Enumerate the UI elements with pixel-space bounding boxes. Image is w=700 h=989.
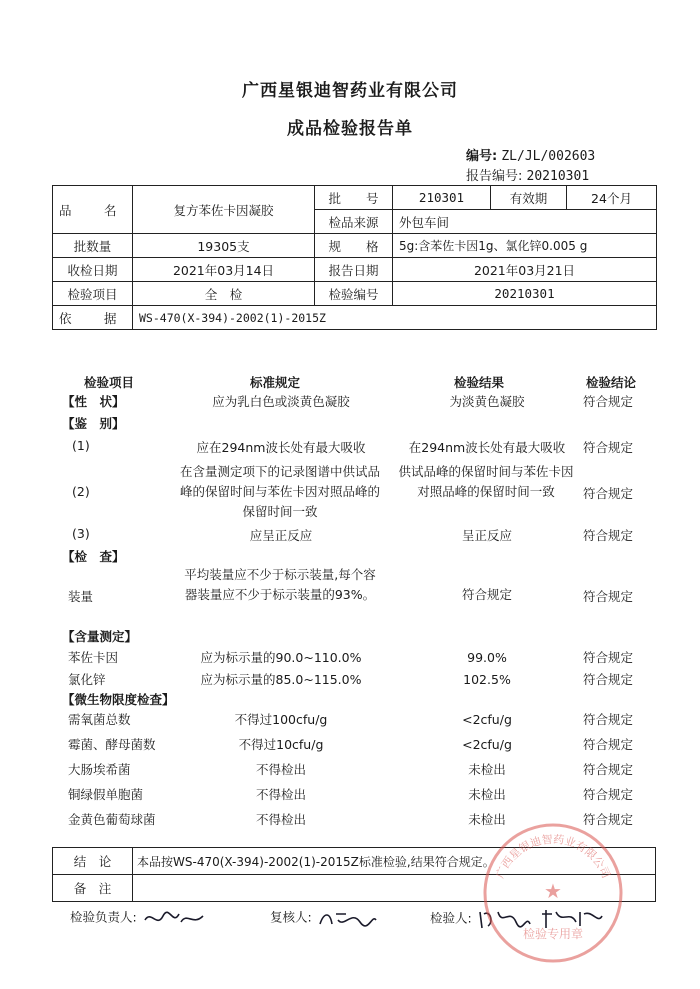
row-standard: 不得检出 [255, 762, 306, 777]
row-conclusion: 符合规定 [583, 762, 634, 777]
basis-value: WS-470(X-394)-2002(1)-2015Z [133, 306, 657, 330]
row-item: (2) [72, 484, 90, 499]
seal-star-icon: ★ [544, 879, 562, 903]
report-number [466, 165, 589, 184]
inspection-items-label: 检验项目 [53, 282, 133, 306]
row-conclusion: 符合规定 [583, 787, 634, 802]
row-result: 102.5% [463, 672, 511, 687]
row-result: 呈正反应 [461, 528, 512, 543]
section-identification: 【鉴 别】 [62, 416, 125, 431]
row-item: 装量 [68, 589, 94, 604]
report-date-value: 2021年03月21日 [393, 258, 657, 282]
sample-source-label: 检品来源 [315, 210, 393, 234]
row-item: (3) [72, 526, 90, 541]
document-number-label: 编号: [466, 149, 498, 164]
validity-value: 24个月 [567, 186, 657, 210]
inspector-label: 检验人: [430, 910, 472, 926]
row-result: <2cfu/g [462, 712, 512, 727]
receive-date-value: 2021年03月14日 [133, 258, 315, 282]
document-number [466, 145, 595, 164]
row-item: 金黄色葡萄球菌 [68, 812, 156, 827]
test-number-label: 检验编号 [315, 282, 393, 306]
product-info-table [52, 185, 657, 330]
row-conclusion: 符合规定 [583, 589, 634, 604]
row-standard: 在含量测定项下的记录图谱中供试品峰的保留时间与苯佐卡因对照品峰的保留时间一致 [180, 464, 381, 519]
row-conclusion: 符合规定 [583, 812, 634, 827]
section-microbial-limits: 【微生物限度检查】 [62, 692, 175, 707]
column-result-header: 检验结果 [454, 375, 505, 390]
row-conclusion: 符合规定 [583, 737, 634, 752]
reviewer-signature [270, 906, 378, 930]
basis-label: 依 据 [53, 306, 133, 330]
row-standard: 不得检出 [255, 812, 306, 827]
row-result: 未检出 [468, 762, 506, 777]
section-inspection: 【检 查】 [62, 549, 125, 564]
row-standard: 不得检出 [255, 787, 306, 802]
specification-value: 5g:含苯佐卡因1g、氯化锌0.005 g [393, 234, 657, 258]
batch-quantity-value: 19305支 [133, 234, 315, 258]
row-item: 苯佐卡因 [68, 650, 119, 665]
document-title: 成品检验报告单 [287, 119, 413, 139]
row-result: <2cfu/g [462, 737, 512, 752]
remarks-label: 备 注 [53, 875, 133, 902]
batch-quantity-label: 批数量 [53, 234, 133, 258]
row-item: 铜绿假单胞菌 [68, 787, 144, 802]
row-standard: 应为标示量的85.0~115.0% [200, 672, 362, 687]
test-number-value: 20210301 [393, 282, 657, 306]
column-conclusion-header: 检验结论 [586, 375, 637, 390]
row-conclusion: 符合规定 [583, 528, 634, 543]
reviewer-label: 复核人: [270, 909, 312, 925]
inspection-items-value: 全 检 [133, 282, 315, 306]
row-conclusion: 符合规定 [583, 394, 634, 409]
conclusion-text: 本品按WS-470(X-394)-2002(1)-2015Z标准检验,结果符合规定。 [133, 848, 656, 875]
conclusion-label: 结 论 [53, 848, 133, 875]
row-standard: 应为标示量的90.0~110.0% [200, 650, 362, 665]
seal-bottom-text: 检验专用章 [522, 927, 584, 941]
row-item: 霉菌、酵母菌数 [68, 737, 156, 752]
report-date-label: 报告日期 [315, 258, 393, 282]
row-standard: 应呈正反应 [249, 528, 313, 543]
inspection-seal [478, 818, 628, 968]
section-assay: 【含量测定】 [62, 629, 138, 644]
row-standard: 应在294nm波长处有最大吸收 [196, 440, 366, 455]
receive-date-label: 收检日期 [53, 258, 133, 282]
validity-label: 有效期 [491, 186, 567, 210]
row-standard: 平均装量应不少于标示装量,每个容器装量应不少于标示装量的93%。 [184, 567, 376, 602]
product-name-value: 复方苯佐卡因凝胶 [133, 186, 315, 234]
row-result: 在294nm波长处有最大吸收 [408, 440, 566, 455]
row-item: 需氧菌总数 [68, 712, 131, 727]
row-standard: 不得过100cfu/g [234, 712, 328, 727]
row-result: 供试品峰的保留时间与苯佐卡因对照品峰的保留时间一致 [398, 464, 574, 499]
row-item: 氯化锌 [68, 672, 106, 687]
batch-value: 210301 [393, 186, 491, 210]
row-conclusion: 符合规定 [583, 440, 634, 455]
reviewer-handwritten-signature [316, 906, 378, 930]
row-result: 为淡黄色凝胶 [449, 394, 525, 409]
batch-label: 批 号 [315, 186, 393, 210]
column-standard-header: 标准规定 [250, 375, 301, 390]
row-result: 未检出 [468, 787, 506, 802]
row-conclusion: 符合规定 [583, 672, 634, 687]
row-result: 未检出 [468, 812, 506, 827]
supervisor-label: 检验负责人: [70, 909, 137, 925]
row-conclusion: 符合规定 [583, 486, 634, 501]
sample-source-value: 外包车间 [393, 210, 657, 234]
row-standard: 不得过10cfu/g [238, 737, 324, 752]
row-item: (1) [72, 438, 90, 453]
seal-text: 广西星银迪智药业有限公司 [493, 832, 613, 881]
company-name: 广西星银迪智药业有限公司 [242, 81, 458, 101]
supervisor-signature [70, 906, 207, 930]
report-number-label: 报告编号: [466, 169, 523, 184]
supervisor-handwritten-signature [141, 906, 207, 930]
row-conclusion: 符合规定 [583, 650, 634, 665]
row-item: 大肠埃希菌 [68, 762, 131, 777]
product-name-label: 品 名 [53, 186, 133, 234]
specification-label: 规 格 [315, 234, 393, 258]
report-number-value: 20210301 [526, 169, 590, 184]
row-conclusion: 符合规定 [583, 712, 634, 727]
row-standard: 应为乳白色或淡黄色凝胶 [212, 394, 350, 409]
row-result: 符合规定 [461, 587, 512, 602]
row-item: 【性 状】 [62, 394, 125, 409]
row-result: 99.0% [467, 650, 507, 665]
column-item-header: 检验项目 [84, 375, 135, 390]
document-number-value: ZL/JL/002603 [501, 149, 596, 164]
